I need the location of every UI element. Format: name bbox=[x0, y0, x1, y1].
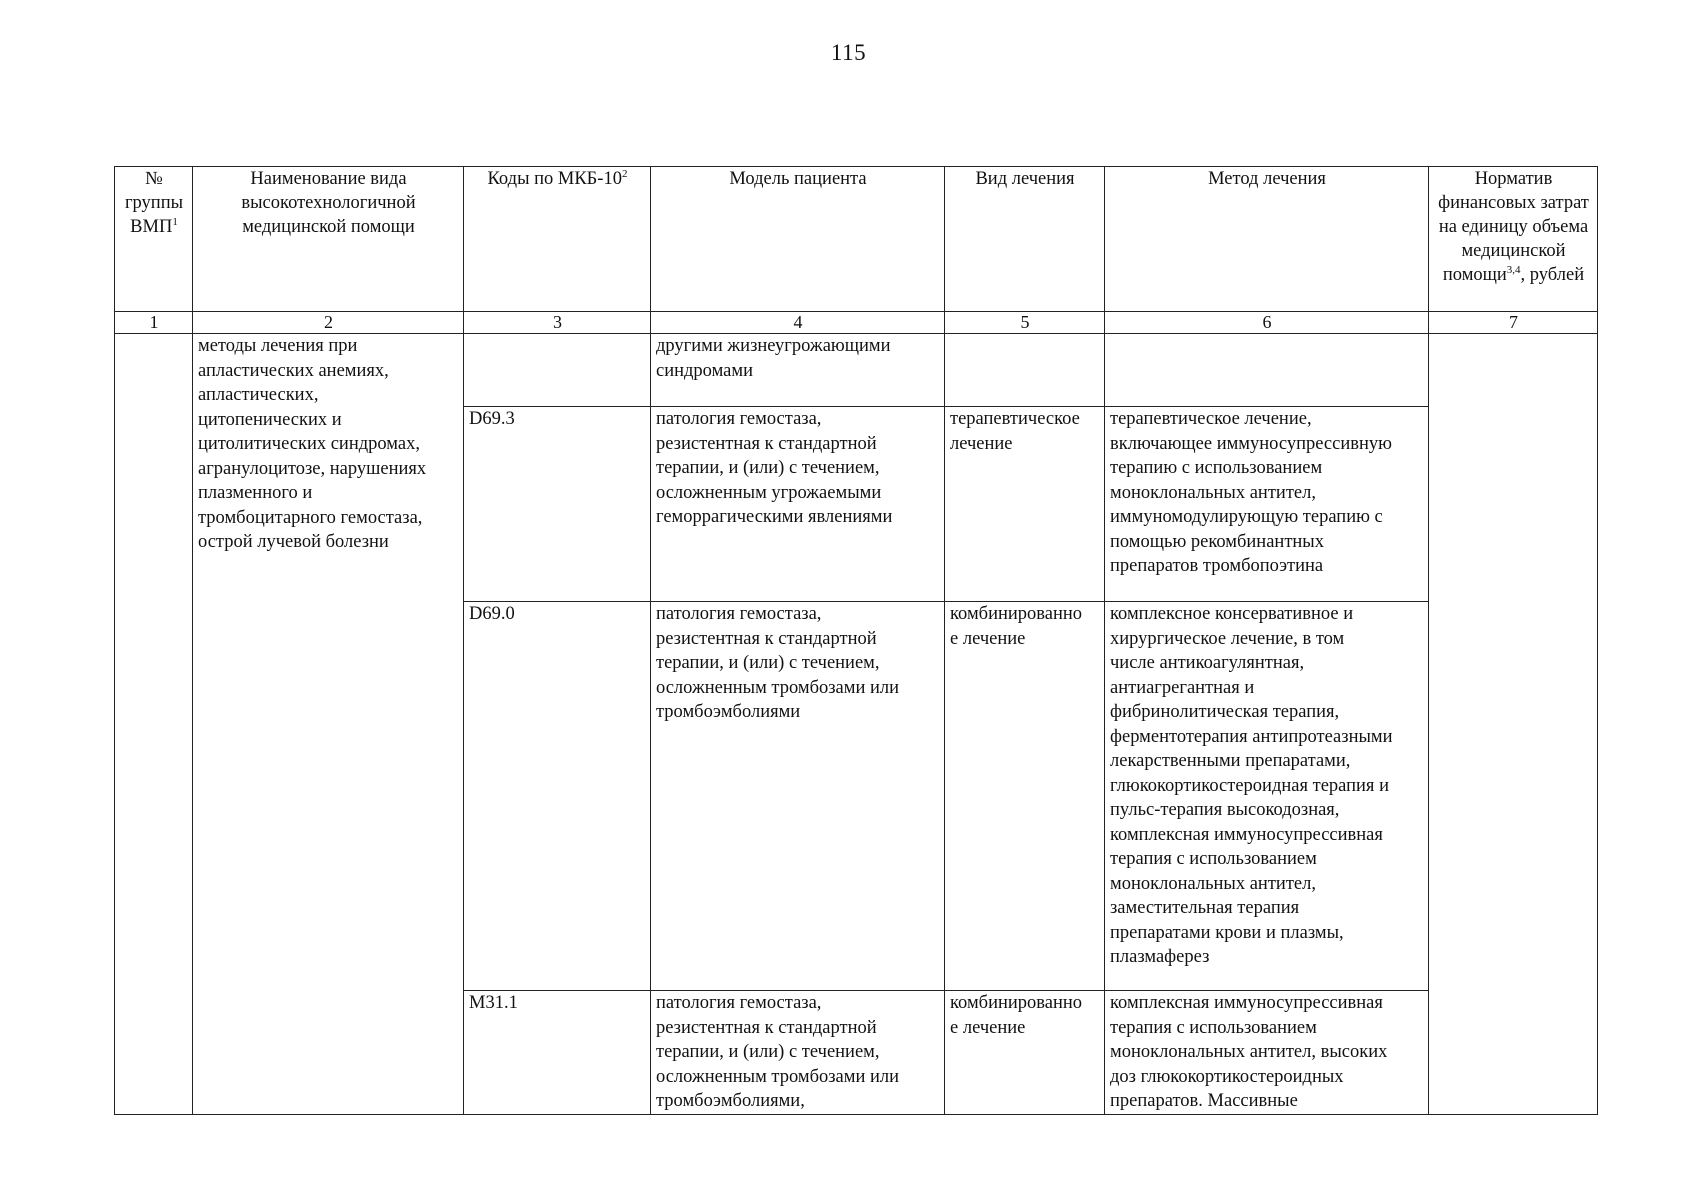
patient-model-cell: патология гемостаза, резистентная к стандартной терапии, и (или) с течением, осложненным угрожаемыми геморрагическими явлениями bbox=[651, 407, 945, 602]
icd-code-cell: D69.3 bbox=[464, 407, 651, 602]
column-number: 4 bbox=[651, 312, 945, 334]
column-number: 2 bbox=[193, 312, 464, 334]
group-number-cell bbox=[115, 334, 193, 1115]
column-number: 3 bbox=[464, 312, 651, 334]
column-number-row bbox=[115, 312, 1598, 334]
treatment-type-cell: комбинированно е лечение bbox=[945, 602, 1105, 991]
patient-model-cell: патология гемостаза, резистентная к стандартной терапии, и (или) с течением, осложненным тромбозами или тромбоэмболиями, bbox=[651, 991, 945, 1115]
header-care-type-name: Наименование вида высокотехнологичной медицинской помощи bbox=[193, 167, 464, 312]
header-treatment-type: Вид лечения bbox=[945, 167, 1105, 312]
treatment-method-cell: комплексное консервативное и хирургическое лечение, в том числе антикоагулянтная, антиагрегантная и фибринолитическая терапия, ферментотерапия антипротеазными лекарственными препаратами, глюкокортикостероидная терапия и пульс-терапия высокодозная, комплексная иммуносупрессивная терапия с использованием моноклональных антител, заместительная терапия препаратами крови и плазмы, плазмаферез bbox=[1105, 602, 1429, 991]
icd-code-cell bbox=[464, 334, 651, 407]
column-number: 5 bbox=[945, 312, 1105, 334]
header-group-number: № группы ВМП$^1$ bbox=[115, 167, 193, 312]
header-treatment-method: Метод лечения bbox=[1105, 167, 1429, 312]
page-number: 115 bbox=[830, 40, 867, 65]
column-number: 6 bbox=[1105, 312, 1429, 334]
header-patient-model: Модель пациента bbox=[651, 167, 945, 312]
treatment-type-cell bbox=[945, 334, 1105, 407]
treatment-type-cell: комбинированно е лечение bbox=[945, 991, 1105, 1115]
vmp-table bbox=[114, 166, 1598, 1115]
icd-code-cell: М31.1 bbox=[464, 991, 651, 1115]
header-cost-standard: Норматив финансовых затрат на единицу объема медицинской помощи$^{3,4}$, рублей bbox=[1429, 167, 1598, 312]
patient-model-cell: патология гемостаза, резистентная к стандартной терапии, и (или) с течением, осложненным тромбозами или тромбоэмболиями bbox=[651, 602, 945, 991]
treatment-type-cell: терапевтическое лечение bbox=[945, 407, 1105, 602]
column-number: 7 bbox=[1429, 312, 1598, 334]
header-row bbox=[115, 167, 1598, 312]
treatment-method-cell bbox=[1105, 334, 1429, 407]
header-icd-codes: Коды по МКБ-$10^2$ bbox=[464, 167, 651, 312]
treatment-method-cell: комплексная иммуносупрессивная терапия с использованием моноклональных антител, высоких доз глюкокортикостероидных препаратов. Массивные bbox=[1105, 991, 1429, 1115]
table-row bbox=[115, 334, 1598, 407]
patient-model-cell: другими жизнеугрожающими синдромами bbox=[651, 334, 945, 407]
care-type-name-cell: методы лечения при апластических анемиях, апластических, цитопенических и цитолитических синдромах, агранулоцитозе, нарушениях плазменного и тромбоцитарного гемостаза, острой лучевой болезни bbox=[193, 334, 464, 1115]
treatment-method-cell: терапевтическое лечение, включающее иммуносупрессивную терапию с использованием моноклональных антител, иммуномодулирующую терапию с помощью рекомбинантных препаратов тромбопоэтина bbox=[1105, 407, 1429, 602]
column-number: 1 bbox=[115, 312, 193, 334]
icd-code-cell: D69.0 bbox=[464, 602, 651, 991]
cost-standard-cell bbox=[1429, 334, 1598, 1115]
